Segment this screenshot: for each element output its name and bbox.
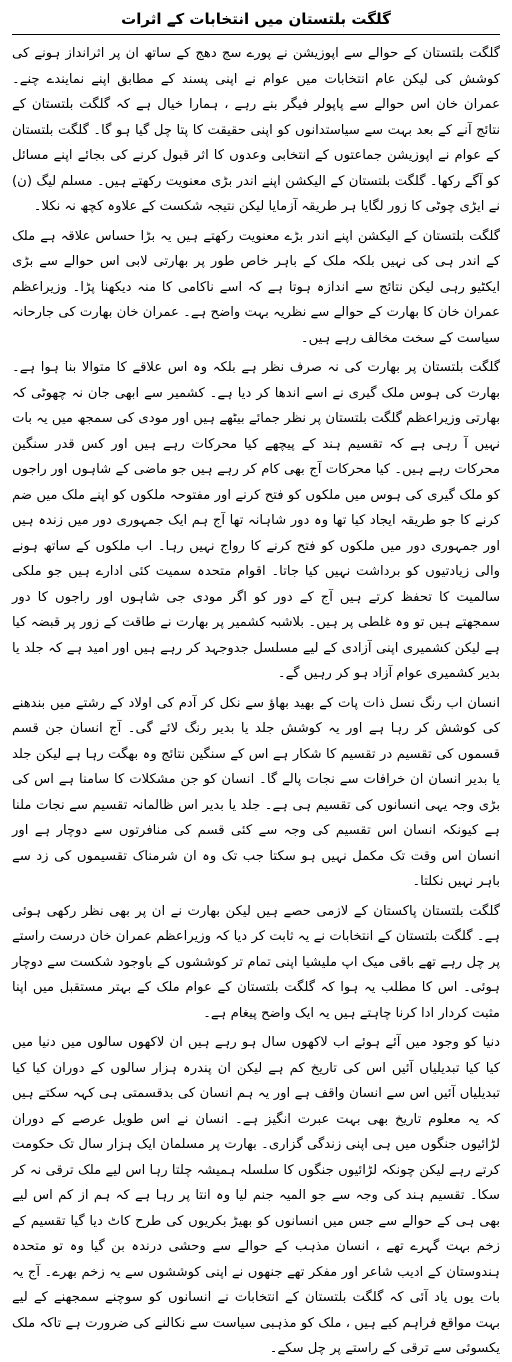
- paragraph-4: انسان اب رنگ نسل ذات پات کے بھید بھاؤ سے نکل کر آدم کی اولاد کے رشتے میں بندھنے کی کوشش کر رہا ہے اور یہ کوشش جلد یا بدیر رنگ لائے گی۔ آج انسان جن قسم قسموں کی تقسیم در تقسیم کا شکار ہے اس کے سنگین نتائج وہ بھگت رہا ہے لیکن جلد یا بدیر انسان ان خرافات سے نجات پالے گا۔ انسان کو جن مشکلات کا سامنا ہے اس کی بڑی وجہ یہی انسانوں کی تقسیم ہی ہے۔ جلد یا بدیر اس ظالمانہ تقسیم سے نجات ملنا ہے کیونکہ انسان اس تقسیم کی وجہ سے کئی قسم کی منافرتوں سے دوچار ہے اور انسان اس وقت تک مکمل نہیں ہو سکتا جب تک وہ ان شرمناک تقسیموں کی زد سے باہر نہیں نکلتا۔: [12, 695, 500, 889]
- article-body: [12, 41, 500, 1362]
- paragraph-1: گلگت بلتستان کے حوالے سے اپوزیشن نے پورے سج دھج کے ساتھ ان پر اثرانداز ہونے کی کوشش کی لیکن عام انتخابات میں عوام نے اپنی پسند کے مطابق اپنے نمایندے چنے۔ عمران خان اس حوالے سے پاپولر فیگر بنے رہے ، ہمارا خیال ہے کہ گلگت بلتستان کے نتائج آنے کے بعد بہت سے سیاستدانوں کو اپنی حقیقت کا پتا چل گیا ہو گا۔ گلگت بلتستان کے عوام نے اپوزیشن جماعتوں کے انتخابی وعدوں کا اثر قبول کرنے کی بجائے اپنے مسائل کو آگے رکھا۔ گلگت بلتستان کے الیکشن اپنے اندر بڑی معنویت رکھتے ہیں۔ مسلم لیگ (ن) نے ایڑی چوٹی کا زور لگایا ہر طریقہ آزمایا لیکن نتیجہ شکست کے علاوہ کچھ نہ نکلا۔: [12, 46, 500, 214]
- paragraph-5: گلگت بلتستان پاکستان کے لازمی حصے ہیں لیکن بھارت نے ان پر بھی نظر رکھی ہوئی ہے۔ گلگت بلتستان کے انتخابات نے یہ ثابت کر دیا کہ وزیراعظم عمران خان درست راستے پر چل رہے تھے باقی میک اپ ملیشیا اپنی تمام تر کوششوں کے باوجود شکست سے دوچار ہوئی۔ اس کا مطلب یہ ہوا کہ گلگت بلتستان کے عوام ملک کے بہتر مستقبل میں اپنا مثبت کردار ادا کرنا چاہتے ہیں یہ ایک واضح پیغام ہے۔: [12, 903, 500, 1021]
- article-title: گلگت بلتستان میں انتخابات کے اثرات: [12, 8, 500, 35]
- paragraph-6: دنیا کو وجود میں آئے ہوئے اب لاکھوں سال ہو رہے ہیں ان لاکھوں سالوں میں دنیا میں کیا کیا تبدیلیاں آئیں اس کی تاریخ کم ہے لیکن ان پندرہ ہزار سالوں کے دوران کیا کیا تبدیلیاں آئیں اس سے انسان واقف ہے اور یہ ہم انسان کی بدقسمتی ہی کہہ سکتے ہیں کہ یہ معلوم تاریخ بھی بہت عبرت انگیز ہے۔ انسان نے اس طویل عرصے کے دوران لڑائیوں جنگوں میں ہی اپنی زندگی گزاری۔ بھارت پر مسلمان ایک ہزار سال تک حکومت کرتے رہے لیکن چونکہ لڑائیوں جنگوں کا سلسلہ ہمیشہ چلتا رہا اس لیے ملک ترقی نہ کر سکا۔ تقسیم ہند کی وجہ سے جو المیہ جنم لیا وہ انتا پر رہا ہے کہ ہم از کم اس لیے بھی ہی کے حوالے سے جس میں انسانوں کو بھیڑ بکریوں کی طرح کاٹ دیا گیا تقسیم کے زخم بہت گہرے تھے ، انسان مذہب کے حوالے سے وحشی درندہ بن گیا وہ تو متحدہ ہندوستان کے ادیب شاعر اور مفکر تھے جنھوں نے اپنی کوششوں سے یہ زخم بھرے۔ آج یہ بات یوں یاد آئی کہ گلگت بلتستان کے انتخابات نے انسانوں کو سوچنے سمجھنے کے لیے بہت مواقع فراہم کیے ہیں ، ملک کو مذہبی سیاست سے نکالنے کی ضرورت ہے تاکہ ملک یکسوئی سے ترقی کے راستے پر چل سکے۔: [12, 1035, 500, 1356]
- paragraph-3: گلگت بلتستان پر بھارت کی نہ صرف نظر ہے بلکہ وہ اس علاقے کا متوالا بنا ہوا ہے۔ بھارت کی ہوس ملک گیری نے اسے اندھا کر دیا ہے۔ کشمیر سے ابھی جان نہ چھوٹی کہ بھارتی وزیراعظم گلگت بلتستان پر نظر جمائے بیٹھے ہیں اور مودی کی سمجھ میں یہ بات نہیں آ رہی ہے کہ تقسیم ہند کے پیچھے کیا محرکات رہے ہیں اور کس قدر سنگین محرکات رہے ہیں۔ کیا محرکات آج بھی کام کر رہے ہیں جو ماضی کے شاہوں اور راجوں کو ملک گیری کی ہوس میں ملکوں کو فتح کرنے اور مفتوحہ ملکوں کو اپنے ملک میں ضم کرنے کا جو طریقہ ایجاد کیا تھا وہ دور شاہانہ تھا آج ہم ایک جمہوری دور میں زندہ ہیں اور جمہوری دور میں ملکوں کو فتح کرنے کا رواج نہیں رہا۔ اب ملکوں کے ساتھ ہونے والی زیادتیوں کو برداشت نہیں کیا جاتا۔ اقوام متحدہ سمیت کئی ادارے ہیں جو ملکی سالمیت کا تحفظ کرتے ہیں آج کے دور کو اگر مودی جی شاہوں اور راجوں کا دور سمجھتے ہیں تو وہ غلطی پر ہیں۔ بلاشبہ کشمیر پر بھارت نے طاقت کے زور پر قبضہ کیا ہے لیکن کشمیری اپنی آزادی کے لیے مسلسل جدوجہد کر رہے ہیں اور امید ہے کہ جلد یا بدیر کشمیری عوام آزاد ہو کر رہیں گے۔: [12, 360, 500, 681]
- paragraph-2: گلگت بلتستان کے الیکشن اپنے اندر بڑے معنویت رکھتے ہیں یہ بڑا حساس علاقہ ہے ملک کے اندر ہی کی نہیں بلکہ ملک کے باہر خاص طور پر بھارتی لابی اس حوالے سے بڑی ایکٹیو رہی لیکن نتائج سے اندازہ ہوتا ہے کہ اسے ناکامی کا منہ دیکھنا پڑا۔ وزیراعظم عمران خان کا بھارت کے حوالے سے نظریہ بہت واضح ہے۔ عمران خان بھارت کی جارحانہ سیاست کے سخت مخالف رہے ہیں۔: [12, 228, 500, 346]
